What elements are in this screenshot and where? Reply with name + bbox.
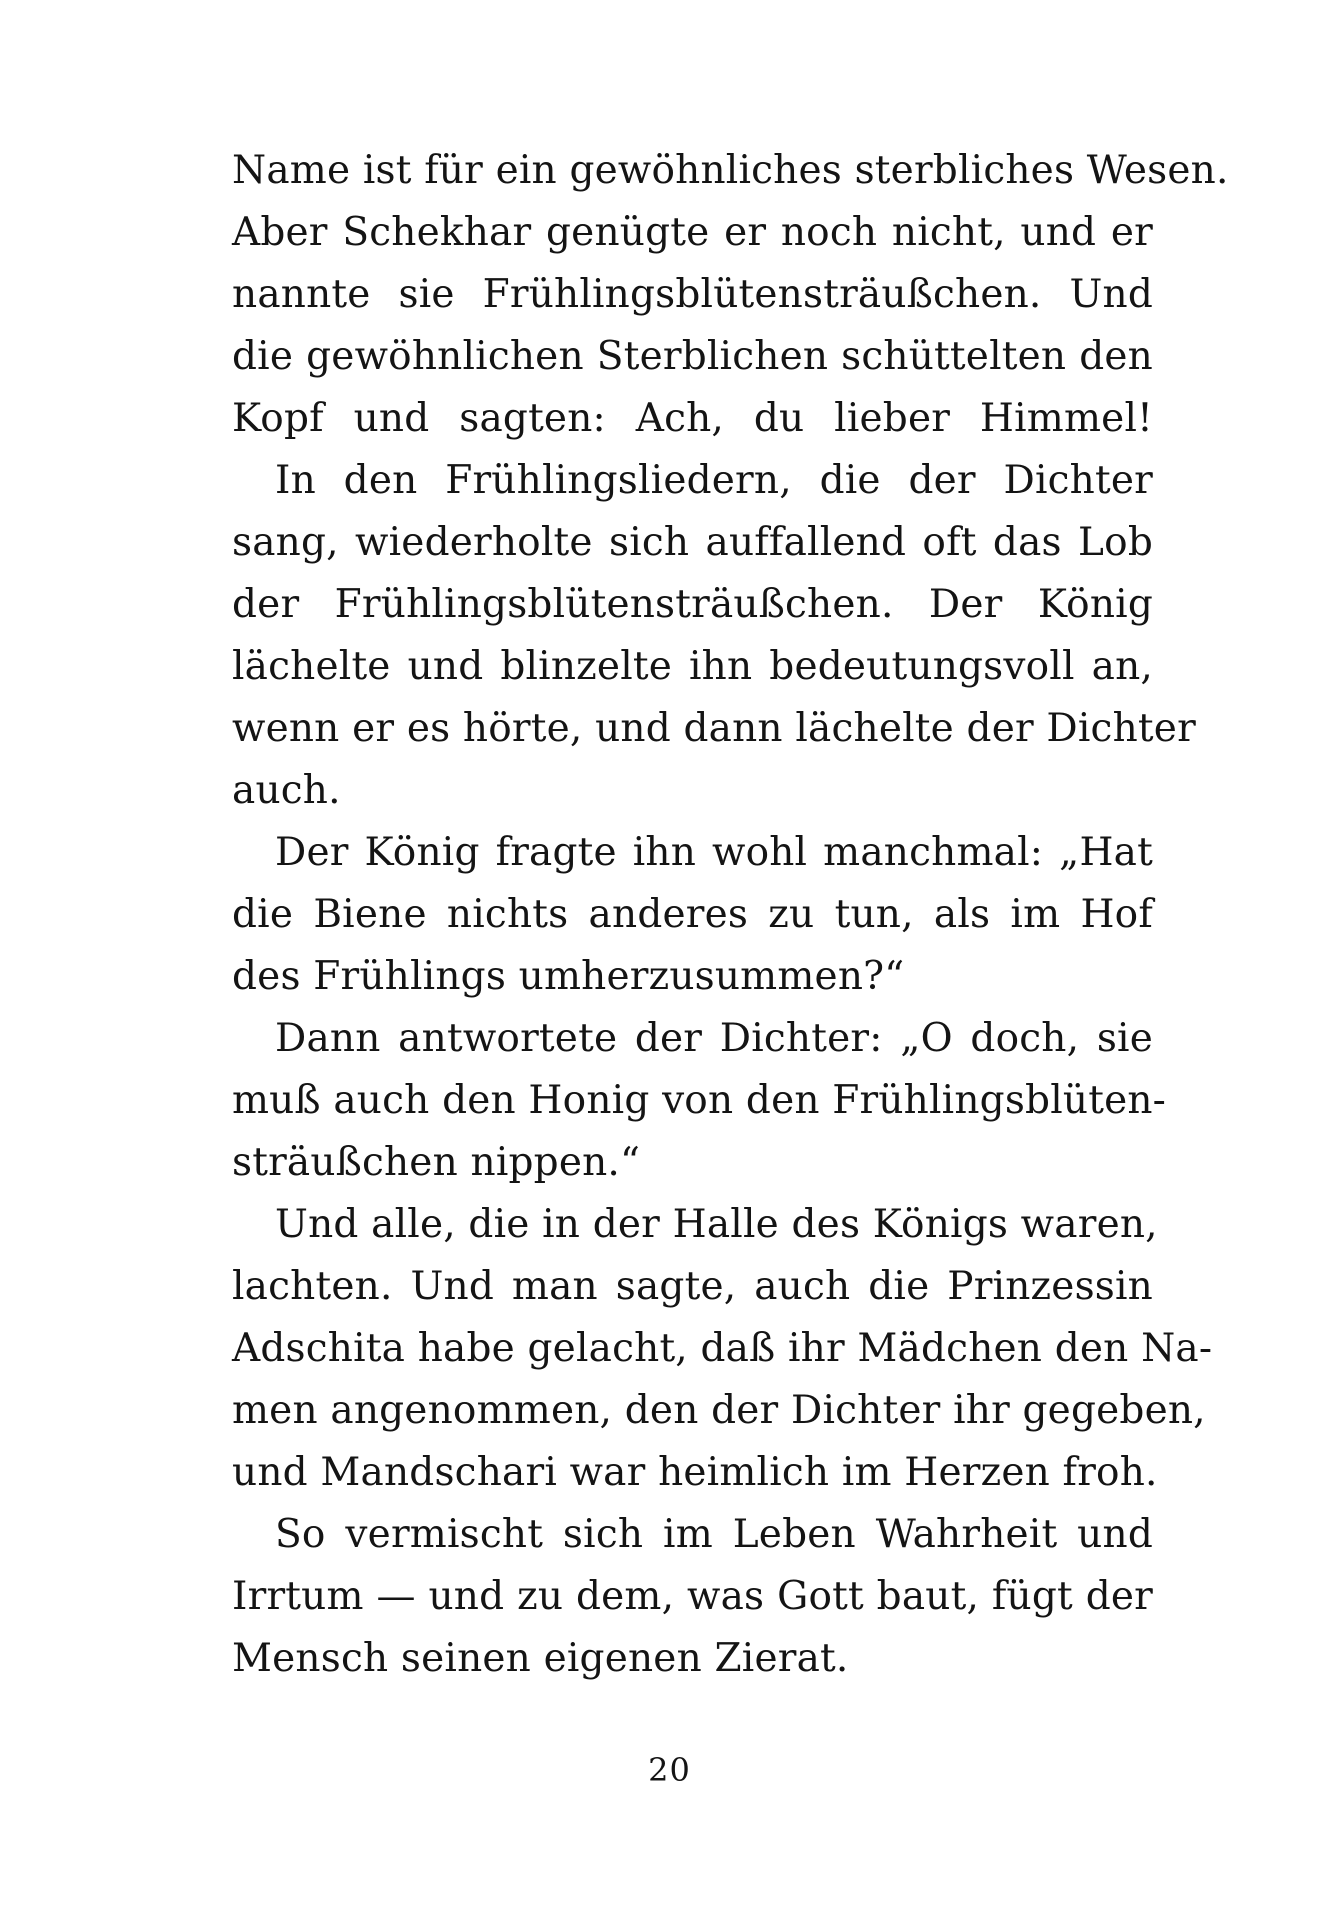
text-line: der Frühlingsblütensträußchen. Der König — [232, 582, 1153, 627]
text-line: lächelte und blinzelte ihn bedeutungsvoll an, — [232, 644, 1153, 689]
text-line: nannte sie Frühlingsblütensträußchen. Und — [232, 272, 1153, 317]
text-line: Dann antwortete der Dichter: „O doch, sie — [275, 1016, 1153, 1061]
text-line: Name ist für ein gewöhnliches sterbliches Wesen. — [232, 148, 1229, 193]
text-line: In den Frühlingsliedern, die der Dichter — [275, 458, 1153, 503]
text-line: Aber Schekhar genügte er noch nicht, und er — [232, 210, 1153, 255]
text-line: muß auch den Honig von den Frühlingsblüten- — [232, 1078, 1167, 1123]
text-line: die gewöhnlichen Sterblichen schüttelten den — [232, 334, 1153, 379]
text-line: die Biene nichts anderes zu tun, als im Hof — [232, 892, 1153, 937]
text-line: auch. — [232, 768, 341, 813]
text-line: und Mandschari war heimlich im Herzen froh. — [232, 1450, 1158, 1495]
text-line: sang, wiederholte sich auffallend oft das Lob — [232, 520, 1153, 565]
text-line: Und alle, die in der Halle des Königs waren, — [275, 1202, 1158, 1247]
text-line: des Frühlings umherzusummen?“ — [232, 954, 905, 999]
text-line: sträußchen nippen.“ — [232, 1140, 641, 1185]
text-line: Der König fragte ihn wohl manchmal: „Hat — [275, 830, 1153, 875]
text-line: wenn er es hörte, und dann lächelte der Dichter — [232, 706, 1196, 751]
page-number: 20 — [648, 1751, 691, 1789]
text-line: men angenommen, den der Dichter ihr gegeben, — [232, 1388, 1206, 1433]
text-line: Adschita habe gelacht, daß ihr Mädchen den Na- — [232, 1326, 1213, 1371]
text-line: lachten. Und man sagte, auch die Prinzessin — [232, 1264, 1153, 1309]
text-line: Irrtum — und zu dem, was Gott baut, fügt der — [232, 1574, 1153, 1619]
text-line: Kopf und sagten: Ach, du lieber Himmel! — [232, 396, 1153, 441]
text-line: So vermischt sich im Leben Wahrheit und — [275, 1512, 1153, 1557]
text-line: Mensch seinen eigenen Zierat. — [232, 1636, 849, 1681]
